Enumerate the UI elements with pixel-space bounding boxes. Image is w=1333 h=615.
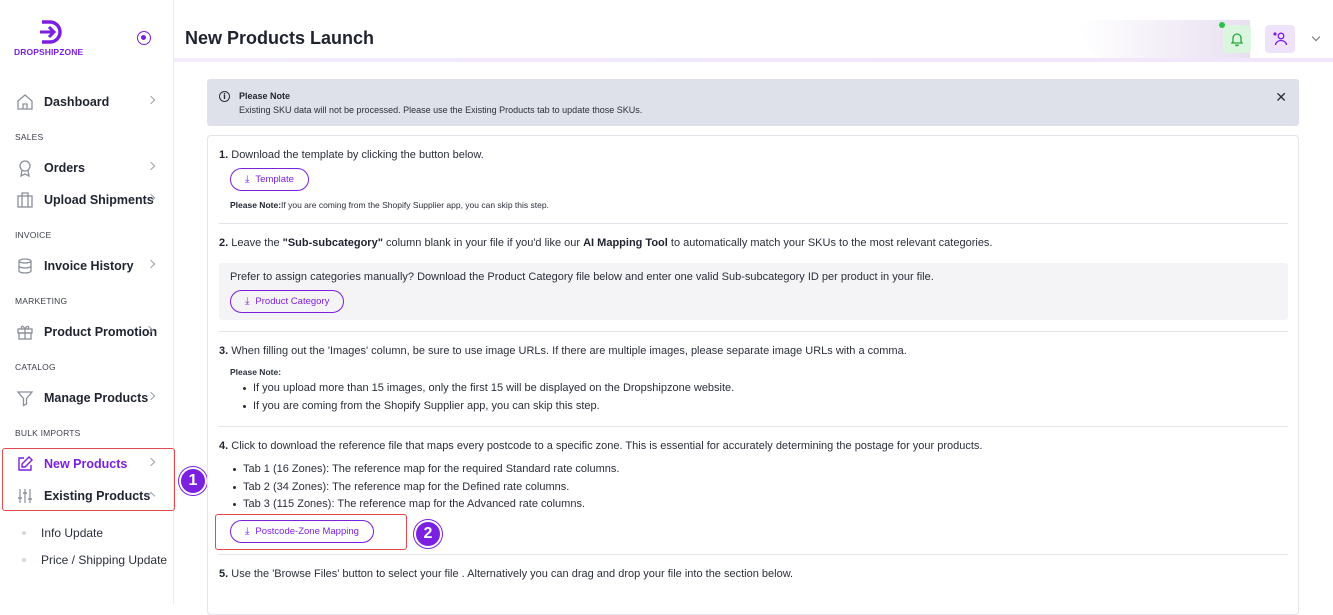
gift-icon [16,323,34,341]
sidebar-item-product-promotion[interactable] [4,318,168,346]
chevron-down-icon[interactable] [1312,33,1320,41]
manual-category-text: Prefer to assign categories manually? Download the Product Category file below and enter one valid Sub-subcategory ID per product in your file. [230,271,934,283]
sidebar-subitem-label: Price / Shipping Update [41,553,168,567]
note-title: Please Note [239,91,291,101]
button-label: Product Category [255,296,330,307]
download-icon: ⤓ [245,296,250,307]
online-status-dot [1219,22,1225,28]
sidebar [0,0,174,604]
sidebar-collapse-button[interactable] [137,31,151,45]
home-icon [16,93,34,111]
step-4-text [219,440,983,452]
divider [219,223,1288,224]
step-3-note-title: Please Note: [230,367,282,377]
divider [219,331,1288,332]
bell-icon [1229,31,1245,47]
bullet-dot [22,531,26,535]
chevron-right-icon [147,162,155,170]
step-number: 4. [219,440,229,452]
section-label-sales: SALES [15,132,44,142]
step-5-text [219,568,793,580]
sidebar-item-label: Manage Products [44,391,149,405]
divider [219,554,1288,555]
filter-icon [16,389,34,407]
award-icon [16,159,34,177]
step-2-bold-b: AI Mapping Tool [583,237,668,249]
sidebar-item-dashboard[interactable] [4,88,168,116]
info-icon: i [219,91,230,102]
bullet-dot [22,558,26,562]
header-divider [174,58,1333,62]
sidebar-item-label: Existing Products [44,489,151,503]
section-label-bulk-imports: BULK IMPORTS [15,428,81,438]
brand-logo[interactable] [14,20,94,60]
step-2-bold-a: "Sub-subcategory" [282,237,383,249]
step-3-text [219,345,907,357]
step-4-bullet: Tab 1 (16 Zones): The reference map for the required Standard rate columns. [243,463,620,475]
sidebar-item-invoice-history[interactable] [4,252,168,280]
step-2-text-b: column blank in your file if you'd like our [382,237,584,249]
step-3-instruction: When filling out the 'Images' column, be sure to use image URLs. If there are multiple images, please separate image URLs with a comma. [228,345,907,357]
step-badge-1: 1 [179,467,207,495]
sidebar-subitem-label: Info Update [41,526,104,540]
step-number: 5. [219,568,229,580]
step-5-instruction: Use the 'Browse Files' button to select your file . Alternatively you can drag and drop your file into the section below. [228,568,794,580]
chevron-right-icon [147,96,155,104]
step-2-text [219,237,993,249]
sidebar-item-label: New Products [44,457,128,471]
logo-mark-icon [36,20,64,44]
template-download-button[interactable] [230,168,309,191]
download-icon: ⤓ [245,526,250,537]
postcode-zone-mapping-download-button[interactable] [230,520,374,543]
sidebar-item-label: Product Promotion [44,325,158,339]
note-banner [207,79,1299,126]
product-category-download-button[interactable] [230,290,344,313]
note-label: Please Note: [230,200,282,210]
chevron-right-icon [147,260,155,268]
button-label: Postcode-Zone Mapping [255,526,359,537]
step-1-instruction: Download the template by clicking the button below. [228,149,484,161]
step-1-note [230,200,549,210]
highlight-box-bulk-imports [2,448,175,511]
section-label-marketing: MARKETING [15,296,68,306]
user-menu-button[interactable] [1265,25,1295,53]
step-1-text [219,149,484,161]
note-body: Existing SKU data will not be processed. Please use the Existing Products tab to update those SKUs. [239,105,643,115]
close-icon[interactable]: ✕ [1275,89,1287,105]
sidebar-item-orders[interactable] [4,154,168,182]
step-2-text-c: to automatically match your SKUs to the most relevant categories. [667,237,993,249]
step-number: 1. [219,149,229,161]
step-number: 3. [219,345,229,357]
section-label-invoice: INVOICE [15,230,52,240]
section-label-catalog: CATALOG [15,362,56,372]
note-text: If you are coming from the Shopify Supplier app, you can skip this step. [281,200,549,210]
sidebar-subitem-info-update[interactable] [22,526,103,540]
divider [219,426,1288,427]
sidebar-item-upload-shipments[interactable] [4,186,168,214]
step-4-instruction: Click to download the reference file that maps every postcode to a specific zone. This is essential for accurately determining the postage for your products. [228,440,983,452]
step-4-bullet: Tab 3 (115 Zones): The reference map for the Advanced rate columns. [243,498,586,510]
step-2-text-a: Leave the [228,237,283,249]
download-icon: ⤓ [245,174,250,185]
step-badge-2: 2 [414,520,442,548]
sidebar-item-label: Upload Shipments [44,193,154,207]
brand-name: DROPSHIPZONE [14,47,84,57]
step-number: 2. [219,237,229,249]
sidebar-item-manage-products[interactable] [4,384,168,412]
user-icon [1272,31,1288,47]
database-icon [16,257,34,275]
sidebar-item-label: Invoice History [44,259,134,273]
notifications-button[interactable] [1223,25,1251,53]
step-3-bullet: If you upload more than 15 images, only the first 15 will be displayed on the Dropshipzone website. [253,382,735,394]
sidebar-item-label: Orders [44,161,85,175]
sidebar-subitem-price-shipping-update[interactable] [22,553,167,567]
step-4-bullet: Tab 2 (34 Zones): The reference map for the Defined rate columns. [243,481,570,493]
sidebar-item-label: Dashboard [44,95,110,109]
page-title: New Products Launch [185,28,375,48]
briefcase-icon [16,191,34,209]
button-label: Template [255,174,294,185]
step-3-bullet: If you are coming from the Shopify Supplier app, you can skip this step. [253,400,600,412]
